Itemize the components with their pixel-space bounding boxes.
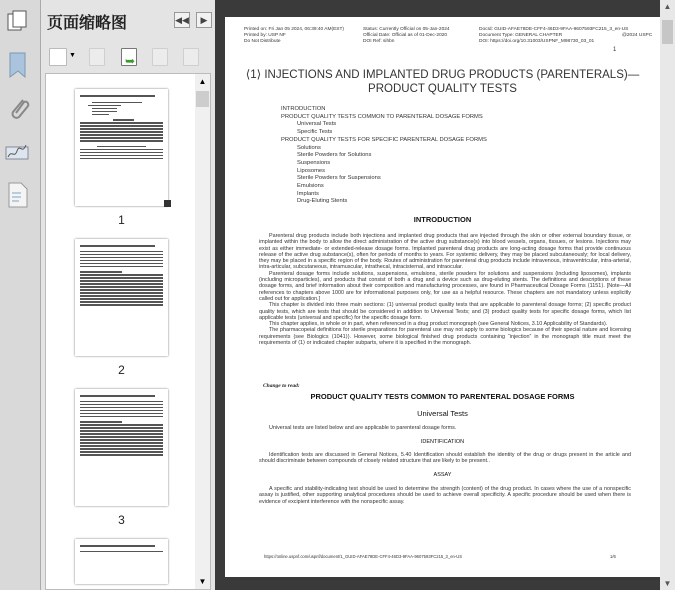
- header-print-info: Printed on: Fri Jan 05 2024, 06:39:40 AM(EST) Printed by: USP NF Do Not Distribute: [244, 27, 344, 44]
- toc-link[interactable]: Liposomes: [297, 167, 326, 174]
- page-number: 1: [613, 47, 617, 53]
- document-scrollbar[interactable]: [660, 0, 675, 590]
- toc-link[interactable]: Universal Tests: [297, 121, 337, 128]
- options-menu-icon[interactable]: [49, 48, 67, 66]
- thumbnail-page-2[interactable]: [75, 239, 168, 356]
- table-of-contents: [281, 106, 487, 206]
- thumbnail-label: 3: [118, 513, 125, 527]
- collapse-panel-button[interactable]: ◀◀: [174, 12, 190, 28]
- toc-link[interactable]: Sterile Powders for Suspensions: [297, 175, 381, 182]
- identification-heading: IDENTIFICATION: [420, 439, 465, 445]
- document-page: [225, 17, 660, 577]
- thumbnail-page-3[interactable]: [75, 389, 168, 506]
- thumbnail-page-1[interactable]: [75, 89, 168, 206]
- assay-text: A specific and stability-indicating test should be used to determine the strength (content) of the drug product. In cases where the use of a nonspecific assay is justified, other supporting analytical procedures should be used to achieve overall specificity. A specific procedure should be used when there is evidence of excipient interference with the nonspecific assay.: [259, 486, 631, 505]
- thumbnail-toolbar: [41, 40, 215, 72]
- navigation-rail: [0, 0, 41, 590]
- scroll-thumb[interactable]: [196, 91, 209, 107]
- header-docid: DocId: GUID-AFAE78DE-CFF4-46D3-9FAA-9607593FC215_3_en-US Document Type: GENERAL CHAPTER DOI: https://doi.org/10.31003/USPNF_M98730_03_01: [479, 27, 629, 44]
- pages-icon: [7, 10, 29, 32]
- toc-link[interactable]: PRODUCT QUALITY TESTS COMMON TO PARENTERAL DOSAGE FORMS: [281, 113, 483, 120]
- toc-link[interactable]: Sterile Powders for Solutions: [297, 152, 372, 159]
- scroll-up-icon[interactable]: ▲: [198, 77, 207, 86]
- thumbnail-scrollbar[interactable]: [195, 74, 210, 589]
- thumbnail-label: 1: [118, 213, 125, 227]
- delete-page-icon: [89, 48, 105, 66]
- toc-link[interactable]: Drug-Eluting Stents: [297, 198, 348, 205]
- rotate-cw-icon: [183, 48, 199, 66]
- insert-page-icon[interactable]: ➥: [121, 48, 137, 66]
- thumbnail-list: [45, 73, 211, 590]
- section-heading: PRODUCT QUALITY TESTS COMMON TO PARENTERAL DOSAGE FORMS: [310, 392, 575, 401]
- intro-heading: INTRODUCTION: [413, 215, 472, 224]
- toc-link[interactable]: PRODUCT QUALITY TESTS FOR SPECIFIC PARENTERAL DOSAGE FORMS: [281, 136, 487, 143]
- sub-heading: Universal Tests: [417, 409, 468, 418]
- footer-url: https://online.uspnf.com/uspnf/document/1_GUID-AFAE78DE-CFF4-46D3-9FAA-9607593FC215_3_en-US: [264, 554, 463, 559]
- chevron-down-icon[interactable]: ▼: [69, 52, 76, 59]
- toc-link[interactable]: Suspensions: [297, 159, 331, 166]
- bookmark-icon[interactable]: [8, 52, 28, 78]
- toc-link[interactable]: Implants: [297, 190, 319, 197]
- toc-link[interactable]: Solutions: [297, 144, 321, 151]
- footer-page: 1/6: [610, 554, 616, 559]
- scroll-up-icon[interactable]: ▲: [663, 2, 672, 11]
- thumbnails-panel: [41, 0, 215, 590]
- page-icon[interactable]: [8, 182, 28, 208]
- paperclip-icon[interactable]: [8, 96, 30, 122]
- thumbnail-page-4[interactable]: [75, 539, 168, 584]
- signature-icon[interactable]: [5, 142, 31, 162]
- expand-panel-button[interactable]: ▶: [196, 12, 212, 28]
- page-handle[interactable]: [164, 200, 171, 207]
- thumbnail-label: 2: [118, 363, 125, 377]
- page-title: ⟨1⟩ INJECTIONS AND IMPLANTED DRUG PRODUCTS (PARENTERALS)— PRODUCT QUALITY TESTS: [245, 69, 640, 95]
- toc-link[interactable]: Specific Tests: [297, 129, 333, 136]
- copyright: @2024 USPC: [622, 33, 653, 38]
- scroll-down-icon[interactable]: ▼: [663, 579, 672, 588]
- universal-text: Universal tests are listed below and are applicable to parenteral dosage forms.: [269, 425, 457, 431]
- change-note: Change to read:: [263, 383, 300, 389]
- toc-link[interactable]: Emulsions: [297, 183, 324, 190]
- header-status: Status: Currently Official on 05-Jan-2024 Official Date: Official as of 01-Dec-2020 DOI Ref: sihbn: [363, 27, 450, 44]
- scroll-down-icon[interactable]: ▼: [198, 577, 207, 586]
- intro-text: Parenteral drug products include both injections and implanted drug products that are injected through the skin or other external boundary tissue, or implanted within the body to allow the direct administration of the active drug substance(s) into blood vessels, organs, tissues, or lesions. Injections may exist as either immediate- or extended-release dosage forms. Implanted parenteral drug products are long-acting dosage forms that provide continuous release of the active drug substance(s), often for periods of months to years. For systemic delivery, they may be placed subcutaneously; for local delivery, they may be placed in a specific region of the body. Routes of administration for parenteral drug products include intravenous, intraventricular, intra-arterial, intra-articular, subcutaneous, intramuscular, intrathecal, intracisternal, and intraocular. Parenteral dosage forms include solutions, suspensions, emulsions, sterile powders for solutions and suspensions (including liposomes), implants (including microparticles), and products that consist of both a drug and a device such as drug-eluting stents. The definitions and descriptions of these dosage forms, and brief information about their composition and manufacturing processes, are found in Pharmaceutical Dosage Forms ⟨1151⟩. [Note—All references to chapters above 1000 are for informational purposes only, for use as a helpful resource. These chapters are not mandatory unless explicitly called out for application.] This chapter is divided into three main sections: (1) universal product quality tests that are applicable to parenteral dosage forms; (2) specific product quality tests, which are tests that should be considered in addition to Universal Tests; and (3) product quality tests for specific dosage forms, which list applicable tests (universal and specific) for the specific dosage form. This chapter applies, in whole or in part, when referenced in a drug product monograph (see General Notices, 3.10 Applicability of Standards). The pharmacopeial definitions for sterile preparations for parenteral use may not apply to some biologics because of their special nature and licensing requirements (see Biologics ⟨1041⟩). However, some biological finished drug products containing “injection” in the monograph title must meet the requirements of ⟨1⟩ or indicated chapter subparts, where it is specified in the monograph.: [259, 233, 631, 347]
- assay-heading: ASSAY: [433, 472, 452, 478]
- toc-link[interactable]: INTRODUCTION: [281, 106, 326, 112]
- identification-text: Identification tests are discussed in General Notices, 5.40 Identification should establish the identity of the drug or drugs present in the article and should discriminate between compounds of closely related structure that are likely to be present..: [259, 452, 631, 465]
- rotate-ccw-icon: [152, 48, 168, 66]
- panel-title: 页面缩略图: [47, 15, 128, 32]
- scroll-thumb[interactable]: [662, 20, 673, 44]
